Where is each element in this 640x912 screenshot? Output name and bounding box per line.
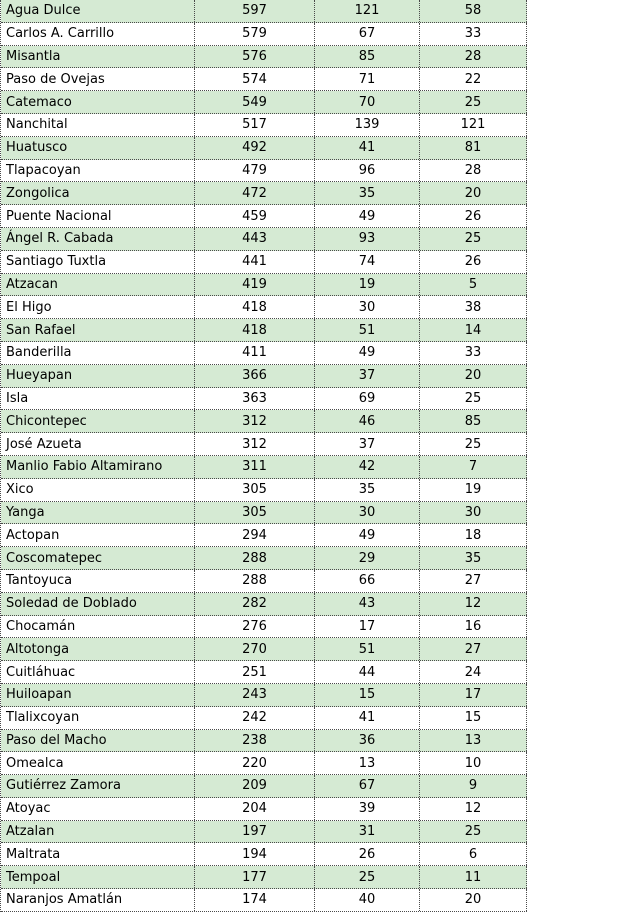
table-row xyxy=(1,661,527,684)
value-2-cell: 51 xyxy=(315,319,420,341)
value-1-cell: 270 xyxy=(195,638,315,660)
table-row xyxy=(1,46,527,69)
value-3-cell: 10 xyxy=(420,752,527,774)
municipality-name-cell: San Rafael xyxy=(1,319,195,341)
municipality-name-cell: Atzacan xyxy=(1,274,195,296)
value-2-cell: 85 xyxy=(315,46,420,68)
value-2-cell: 30 xyxy=(315,502,420,524)
value-1-cell: 418 xyxy=(195,319,315,341)
municipality-name-cell: Manlio Fabio Altamirano xyxy=(1,456,195,478)
value-1-cell: 174 xyxy=(195,889,315,911)
value-3-cell: 38 xyxy=(420,296,527,318)
value-3-cell: 81 xyxy=(420,137,527,159)
value-1-cell: 574 xyxy=(195,68,315,90)
municipality-name-cell: José Azueta xyxy=(1,433,195,455)
value-2-cell: 17 xyxy=(315,616,420,638)
municipality-name-cell: Actopan xyxy=(1,524,195,546)
municipality-name-cell: Chicontepec xyxy=(1,410,195,432)
value-3-cell: 12 xyxy=(420,798,527,820)
value-1-cell: 576 xyxy=(195,46,315,68)
value-3-cell: 25 xyxy=(420,388,527,410)
value-3-cell: 25 xyxy=(420,91,527,113)
value-3-cell: 35 xyxy=(420,547,527,569)
municipality-name-cell: Gutiérrez Zamora xyxy=(1,775,195,797)
value-2-cell: 35 xyxy=(315,479,420,501)
value-1-cell: 305 xyxy=(195,502,315,524)
municipality-name-cell: Zongolica xyxy=(1,182,195,204)
table-row xyxy=(1,251,527,274)
value-3-cell: 22 xyxy=(420,68,527,90)
value-2-cell: 42 xyxy=(315,456,420,478)
table-row xyxy=(1,296,527,319)
value-3-cell: 27 xyxy=(420,638,527,660)
municipality-name-cell: El Higo xyxy=(1,296,195,318)
value-2-cell: 37 xyxy=(315,433,420,455)
value-1-cell: 194 xyxy=(195,843,315,865)
value-1-cell: 492 xyxy=(195,137,315,159)
value-3-cell: 20 xyxy=(420,889,527,911)
municipality-name-cell: Maltrata xyxy=(1,843,195,865)
value-1-cell: 209 xyxy=(195,775,315,797)
value-2-cell: 69 xyxy=(315,388,420,410)
value-3-cell: 85 xyxy=(420,410,527,432)
value-2-cell: 67 xyxy=(315,775,420,797)
value-3-cell: 30 xyxy=(420,502,527,524)
value-1-cell: 366 xyxy=(195,365,315,387)
value-2-cell: 93 xyxy=(315,228,420,250)
table-row xyxy=(1,889,527,912)
table-row xyxy=(1,502,527,525)
table-row xyxy=(1,137,527,160)
value-2-cell: 39 xyxy=(315,798,420,820)
municipality-name-cell: Cuitláhuac xyxy=(1,661,195,683)
municipality-name-cell: Ángel R. Cabada xyxy=(1,228,195,250)
value-1-cell: 597 xyxy=(195,0,315,22)
value-3-cell: 121 xyxy=(420,114,527,136)
table-row xyxy=(1,479,527,502)
value-2-cell: 31 xyxy=(315,821,420,843)
value-1-cell: 251 xyxy=(195,661,315,683)
value-1-cell: 294 xyxy=(195,524,315,546)
value-1-cell: 288 xyxy=(195,570,315,592)
municipality-name-cell: Puente Nacional xyxy=(1,205,195,227)
value-3-cell: 24 xyxy=(420,661,527,683)
table-row xyxy=(1,160,527,183)
table-row xyxy=(1,388,527,411)
table-row xyxy=(1,68,527,91)
table-row xyxy=(1,638,527,661)
value-3-cell: 14 xyxy=(420,319,527,341)
table-row xyxy=(1,843,527,866)
table-row xyxy=(1,570,527,593)
value-1-cell: 443 xyxy=(195,228,315,250)
value-3-cell: 58 xyxy=(420,0,527,22)
value-1-cell: 479 xyxy=(195,160,315,182)
value-2-cell: 74 xyxy=(315,251,420,273)
value-1-cell: 312 xyxy=(195,433,315,455)
value-1-cell: 288 xyxy=(195,547,315,569)
value-3-cell: 15 xyxy=(420,707,527,729)
value-1-cell: 311 xyxy=(195,456,315,478)
value-3-cell: 33 xyxy=(420,342,527,364)
value-2-cell: 46 xyxy=(315,410,420,432)
value-1-cell: 305 xyxy=(195,479,315,501)
value-2-cell: 19 xyxy=(315,274,420,296)
value-3-cell: 9 xyxy=(420,775,527,797)
table-row xyxy=(1,524,527,547)
municipality-name-cell: Huatusco xyxy=(1,137,195,159)
value-1-cell: 312 xyxy=(195,410,315,432)
value-3-cell: 26 xyxy=(420,205,527,227)
table-row xyxy=(1,182,527,205)
value-2-cell: 139 xyxy=(315,114,420,136)
table-row xyxy=(1,593,527,616)
value-3-cell: 19 xyxy=(420,479,527,501)
value-2-cell: 44 xyxy=(315,661,420,683)
value-3-cell: 13 xyxy=(420,730,527,752)
value-3-cell: 28 xyxy=(420,46,527,68)
value-1-cell: 549 xyxy=(195,91,315,113)
municipality-name-cell: Hueyapan xyxy=(1,365,195,387)
municipality-name-cell: Naranjos Amatlán xyxy=(1,889,195,911)
value-1-cell: 579 xyxy=(195,23,315,45)
value-3-cell: 25 xyxy=(420,433,527,455)
value-3-cell: 27 xyxy=(420,570,527,592)
municipality-name-cell: Agua Dulce xyxy=(1,0,195,22)
municipality-name-cell: Tlapacoyan xyxy=(1,160,195,182)
value-2-cell: 13 xyxy=(315,752,420,774)
municipality-name-cell: Altotonga xyxy=(1,638,195,660)
municipality-name-cell: Xico xyxy=(1,479,195,501)
table-row xyxy=(1,114,527,137)
table-row xyxy=(1,456,527,479)
municipality-name-cell: Tempoal xyxy=(1,866,195,888)
value-1-cell: 517 xyxy=(195,114,315,136)
value-2-cell: 29 xyxy=(315,547,420,569)
value-1-cell: 238 xyxy=(195,730,315,752)
table-row xyxy=(1,319,527,342)
value-3-cell: 25 xyxy=(420,821,527,843)
municipality-name-cell: Paso de Ovejas xyxy=(1,68,195,90)
value-2-cell: 66 xyxy=(315,570,420,592)
municipality-name-cell: Nanchital xyxy=(1,114,195,136)
table-row xyxy=(1,342,527,365)
value-1-cell: 282 xyxy=(195,593,315,615)
table-row xyxy=(1,274,527,297)
municipality-name-cell: Atoyac xyxy=(1,798,195,820)
value-3-cell: 18 xyxy=(420,524,527,546)
table-row xyxy=(1,730,527,753)
value-1-cell: 242 xyxy=(195,707,315,729)
table-row xyxy=(1,365,527,388)
table-row xyxy=(1,228,527,251)
table-row xyxy=(1,91,527,114)
table-row xyxy=(1,547,527,570)
value-2-cell: 36 xyxy=(315,730,420,752)
table-row xyxy=(1,433,527,456)
value-1-cell: 411 xyxy=(195,342,315,364)
table-row xyxy=(1,866,527,889)
value-1-cell: 220 xyxy=(195,752,315,774)
value-1-cell: 441 xyxy=(195,251,315,273)
municipality-name-cell: Coscomatepec xyxy=(1,547,195,569)
municipality-name-cell: Soledad de Doblado xyxy=(1,593,195,615)
table-row xyxy=(1,798,527,821)
value-1-cell: 276 xyxy=(195,616,315,638)
value-1-cell: 363 xyxy=(195,388,315,410)
municipality-name-cell: Paso del Macho xyxy=(1,730,195,752)
value-1-cell: 418 xyxy=(195,296,315,318)
table-row xyxy=(1,707,527,730)
value-3-cell: 33 xyxy=(420,23,527,45)
value-2-cell: 25 xyxy=(315,866,420,888)
municipality-name-cell: Yanga xyxy=(1,502,195,524)
value-2-cell: 26 xyxy=(315,843,420,865)
value-1-cell: 459 xyxy=(195,205,315,227)
value-2-cell: 121 xyxy=(315,0,420,22)
value-2-cell: 49 xyxy=(315,342,420,364)
value-2-cell: 71 xyxy=(315,68,420,90)
value-3-cell: 11 xyxy=(420,866,527,888)
municipality-name-cell: Tlalixcoyan xyxy=(1,707,195,729)
table-row xyxy=(1,0,527,23)
municipality-name-cell: Chocamán xyxy=(1,616,195,638)
municipality-name-cell: Santiago Tuxtla xyxy=(1,251,195,273)
value-3-cell: 28 xyxy=(420,160,527,182)
value-2-cell: 96 xyxy=(315,160,420,182)
value-2-cell: 51 xyxy=(315,638,420,660)
municipality-name-cell: Omealca xyxy=(1,752,195,774)
table-row xyxy=(1,752,527,775)
value-2-cell: 70 xyxy=(315,91,420,113)
value-3-cell: 16 xyxy=(420,616,527,638)
table-row xyxy=(1,616,527,639)
value-3-cell: 17 xyxy=(420,684,527,706)
municipality-name-cell: Huiloapan xyxy=(1,684,195,706)
municipality-name-cell: Carlos A. Carrillo xyxy=(1,23,195,45)
value-1-cell: 419 xyxy=(195,274,315,296)
municipality-name-cell: Atzalan xyxy=(1,821,195,843)
table-row xyxy=(1,684,527,707)
value-3-cell: 26 xyxy=(420,251,527,273)
value-2-cell: 43 xyxy=(315,593,420,615)
value-2-cell: 30 xyxy=(315,296,420,318)
value-2-cell: 15 xyxy=(315,684,420,706)
value-1-cell: 177 xyxy=(195,866,315,888)
value-1-cell: 472 xyxy=(195,182,315,204)
municipality-name-cell: Tantoyuca xyxy=(1,570,195,592)
value-1-cell: 204 xyxy=(195,798,315,820)
value-1-cell: 197 xyxy=(195,821,315,843)
value-2-cell: 40 xyxy=(315,889,420,911)
value-2-cell: 41 xyxy=(315,707,420,729)
value-1-cell: 243 xyxy=(195,684,315,706)
value-3-cell: 20 xyxy=(420,365,527,387)
value-3-cell: 20 xyxy=(420,182,527,204)
value-3-cell: 6 xyxy=(420,843,527,865)
value-3-cell: 25 xyxy=(420,228,527,250)
municipality-name-cell: Misantla xyxy=(1,46,195,68)
table-row xyxy=(1,775,527,798)
table-row xyxy=(1,23,527,46)
value-2-cell: 49 xyxy=(315,524,420,546)
value-2-cell: 49 xyxy=(315,205,420,227)
value-2-cell: 67 xyxy=(315,23,420,45)
value-2-cell: 37 xyxy=(315,365,420,387)
value-2-cell: 41 xyxy=(315,137,420,159)
value-3-cell: 5 xyxy=(420,274,527,296)
table-row xyxy=(1,821,527,844)
value-3-cell: 7 xyxy=(420,456,527,478)
table-row xyxy=(1,205,527,228)
table-row xyxy=(1,410,527,433)
value-3-cell: 12 xyxy=(420,593,527,615)
municipality-name-cell: Banderilla xyxy=(1,342,195,364)
municipality-name-cell: Isla xyxy=(1,388,195,410)
value-2-cell: 35 xyxy=(315,182,420,204)
municipality-name-cell: Catemaco xyxy=(1,91,195,113)
